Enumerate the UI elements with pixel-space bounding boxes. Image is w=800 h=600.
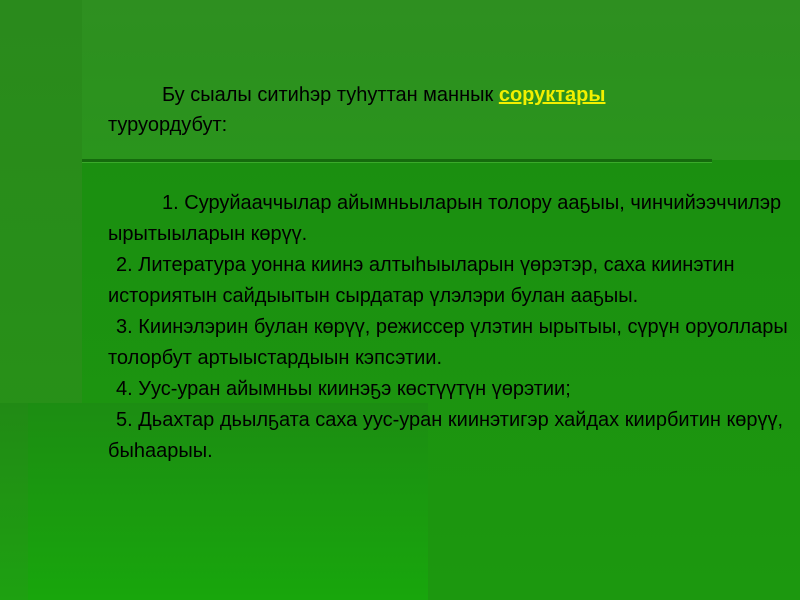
list-item xyxy=(108,374,788,405)
item-text: Уус-уран айымньы киинэҕэ көстүүтүн үөрэтии; xyxy=(138,378,571,400)
item-text: Литература уонна киинэ алтыһыыларын үөрэтэр, саха киинэтин историятын сайдыытын сырдатар үлэлэри булан ааҕыы. xyxy=(108,254,735,307)
task-list xyxy=(108,188,788,467)
item-number: 5. xyxy=(116,409,133,431)
decor-block-corner xyxy=(0,403,28,600)
item-number: 3. xyxy=(116,316,133,338)
intro-text: Бу сыалы ситиһэр туһуттан маннык xyxy=(162,84,499,106)
intro-highlight: соруктары xyxy=(498,84,606,106)
item-number: 1. xyxy=(162,192,179,214)
list-item xyxy=(108,250,788,312)
divider-line xyxy=(82,159,712,162)
item-text: Киинэлэрин булан көрүү, режиссер үлэтин ырытыы, сүрүн оруоллары толорбут артыыстардыын кэпсэтии. xyxy=(108,316,788,369)
intro-text-end: туруордубут: xyxy=(108,114,228,136)
list-item xyxy=(108,188,788,250)
item-text: Дьахтар дьылҕата саха уус-уран киинэтигэр хайдах киирбитин көрүү, быһаарыы. xyxy=(108,409,784,462)
list-item xyxy=(108,405,788,467)
item-number: 4. xyxy=(116,378,133,400)
list-item xyxy=(108,312,788,374)
intro-paragraph xyxy=(108,80,768,140)
item-number: 2. xyxy=(116,254,133,276)
item-text: Суруйааччылар айымньыларын толору ааҕыы, чинчийээччилэр ырытыыларын көрүү. xyxy=(108,192,782,245)
